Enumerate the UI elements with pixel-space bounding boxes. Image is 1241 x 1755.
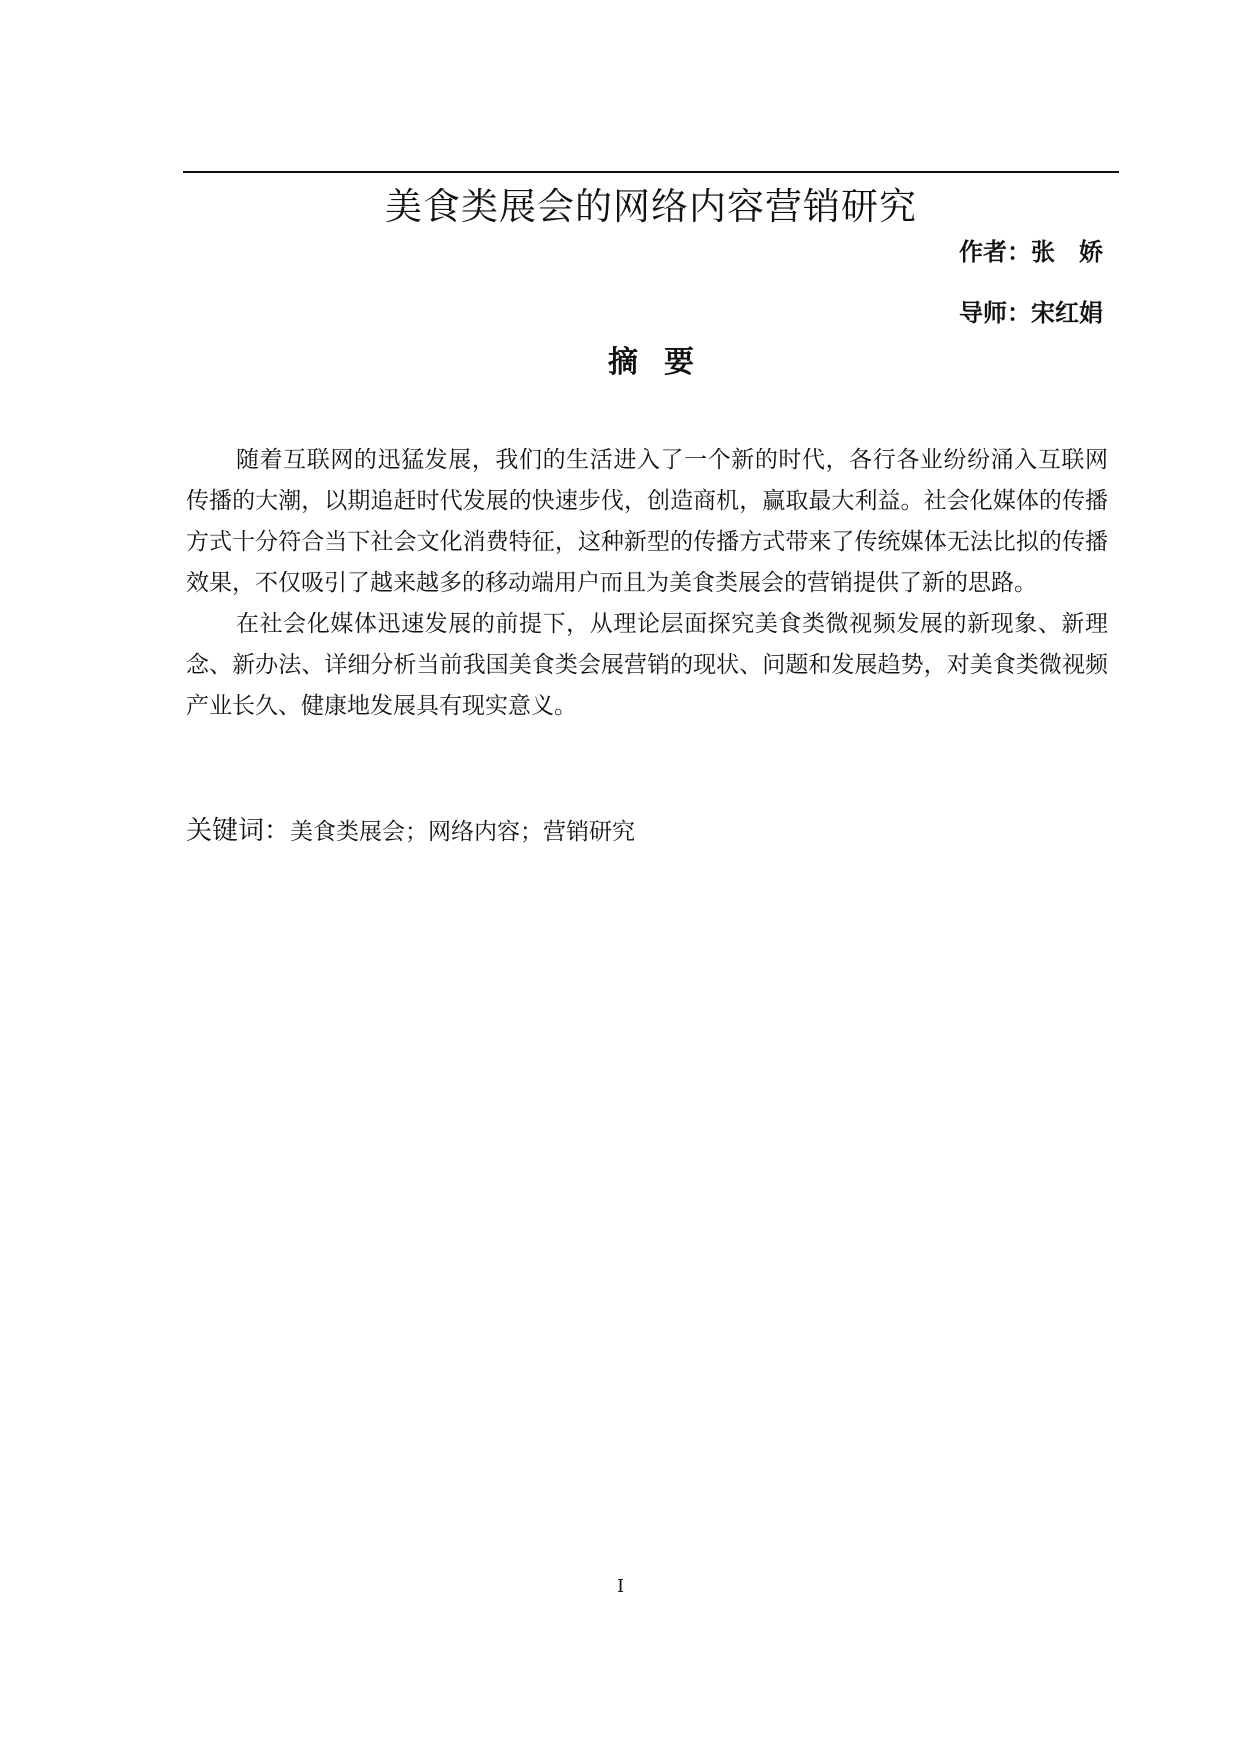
advisor-name: 宋红娟 bbox=[1031, 299, 1103, 327]
author-line bbox=[959, 235, 1127, 269]
abstract-body bbox=[186, 440, 1108, 727]
header-rule bbox=[183, 171, 1119, 173]
abstract-paragraph: 随着互联网的迅猛发展，我们的生活进入了一个新的时代，各行各业纷纷涌入互联网传播的大潮，以期追赶时代发展的快速步伐，创造商机，赢取最大利益。社会化媒体的传播方式十分符合当下社会文化消费特征，这种新型的传播方式带来了传统媒体无法比拟的传播效果，不仅吸引了越来越多的移动端用户而且为美食类展会的营销提供了新的思路。 bbox=[186, 447, 1108, 596]
advisor-label: 导师： bbox=[959, 299, 1031, 327]
keywords-label: 关键词： bbox=[186, 816, 291, 846]
keywords-line bbox=[186, 814, 1108, 849]
author-label: 作者： bbox=[959, 238, 1031, 266]
abstract-paragraph: 在社会化媒体迅速发展的前提下，从理论层面探究美食类微视频发展的新现象、新理念、新办法、详细分析当前我国美食类会展营销的现状、问题和发展趋势，对美食类微视频产业长久、健康地发展具有现实意义。 bbox=[186, 611, 1108, 719]
page-number: I bbox=[616, 1576, 625, 1597]
author-name: 张娇 bbox=[1031, 238, 1127, 266]
advisor-line bbox=[959, 296, 1103, 330]
document-title: 美食类展会的网络内容营销研究 bbox=[385, 185, 917, 228]
abstract-heading: 摘要 bbox=[608, 345, 720, 380]
keywords-value: 美食类展会；网络内容；营销研究 bbox=[290, 819, 636, 845]
